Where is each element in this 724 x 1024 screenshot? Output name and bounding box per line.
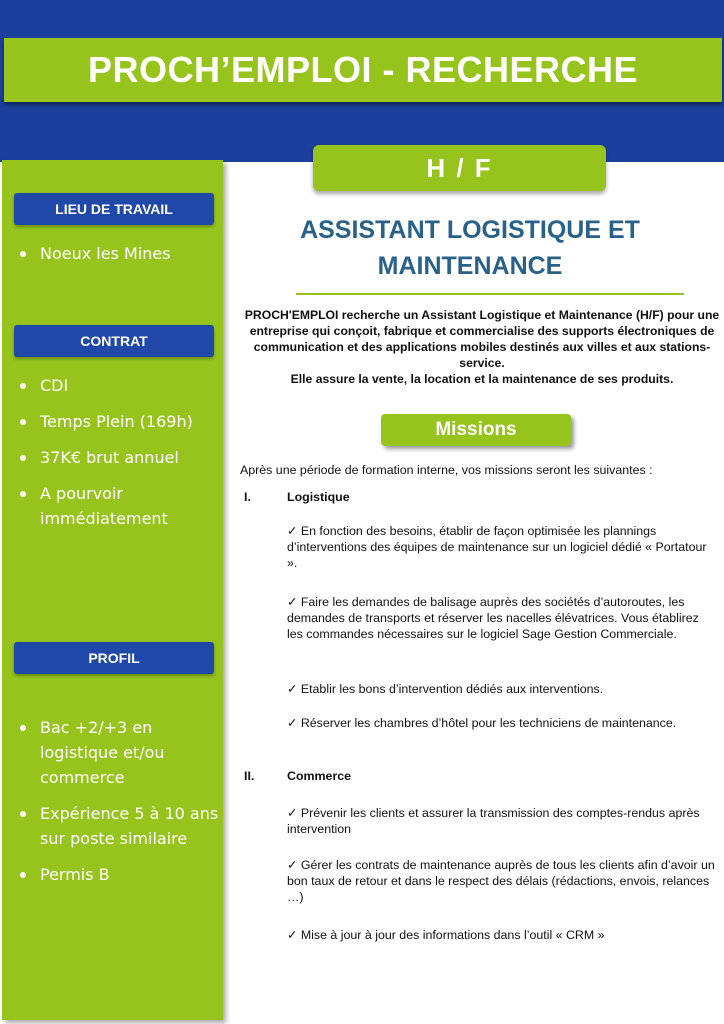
list-item: A pourvoir immédiatement	[2, 481, 190, 531]
list-item: Bac +2/+3 en logistique et/ou commerce	[2, 715, 190, 790]
mission-item: ✓ Mise à jour à jour des informations dans l’outil « CRM »	[287, 928, 605, 942]
lieu-heading: LIEU DE TRAVAIL	[14, 193, 214, 225]
section-title-commerce: Commerce	[287, 769, 352, 783]
mission-item: ✓ Réserver les chambres d’hôtel pour les techniciens de maintenance.	[287, 716, 677, 730]
intro-paragraph-2: Elle assure la vente, la location et la maintenance de ses produits.	[290, 372, 674, 386]
section-number: II.	[244, 769, 255, 783]
list-item: Permis B	[2, 862, 223, 887]
missions-heading: Missions	[381, 414, 571, 446]
missions-lead: Après une période de formation interne, vos missions seront les suivantes :	[240, 463, 653, 477]
lieu-list	[2, 241, 223, 266]
intro-paragraph: PROCH'EMPLOI recherche un Assistant Logistique et Maintenance (H/F) pour une entreprise qui conçoit, fabrique et commercialise des supports électroniques de communication et des applications mobiles destinés aux villes et aux stations-service.	[244, 308, 720, 370]
gender-badge: H / F	[313, 145, 606, 191]
job-title: ASSISTANT LOGISTIQUE ET MAINTENANCE	[300, 216, 640, 280]
contrat-list	[2, 373, 223, 531]
mission-item: ✓ En fonction des besoins, établir de façon optimisée les plannings d’interventions des équipes de maintenance sur un logiciel dédié « Portatour ».	[287, 524, 707, 570]
mission-item: ✓ Faire les demandes de balisage auprès des sociétés d’autoroutes, les demandes de transports et réserver les nacelles élévatrices. Vous établirez les commandes nécessaires sur le logiciel Sage Gestion Commerciale.	[287, 595, 699, 641]
mission-item: ✓ Prévenir les clients et assurer la transmission des comptes-rendus après intervention	[287, 806, 700, 836]
list-item: Temps Plein (169h)	[2, 409, 223, 434]
mission-item: ✓ Gérer les contrats de maintenance auprès de tous les clients afin d’avoir un bon taux de retour et dans le respect des délais (rédactions, envois, relances …)	[287, 858, 715, 904]
profil-heading: PROFIL	[14, 642, 214, 674]
list-item: 37K€ brut annuel	[2, 445, 223, 470]
sidebar	[2, 160, 223, 1020]
section-title-logistique: Logistique	[287, 490, 350, 504]
page-title: PROCH’EMPLOI - RECHERCHE	[87, 49, 639, 90]
intro-text	[240, 307, 724, 387]
contrat-heading: CONTRAT	[14, 325, 214, 357]
header-title-bar	[4, 38, 722, 102]
list-item: Expérience 5 à 10 ans sur poste similaire	[2, 801, 220, 851]
mission-item: ✓ Etablir les bons d’intervention dédiés aux interventions.	[287, 682, 604, 696]
title-divider	[296, 293, 684, 295]
section-number: I.	[244, 490, 251, 504]
profil-list	[2, 715, 223, 887]
list-item: CDI	[2, 373, 223, 398]
list-item: Noeux les Mines	[2, 241, 223, 266]
